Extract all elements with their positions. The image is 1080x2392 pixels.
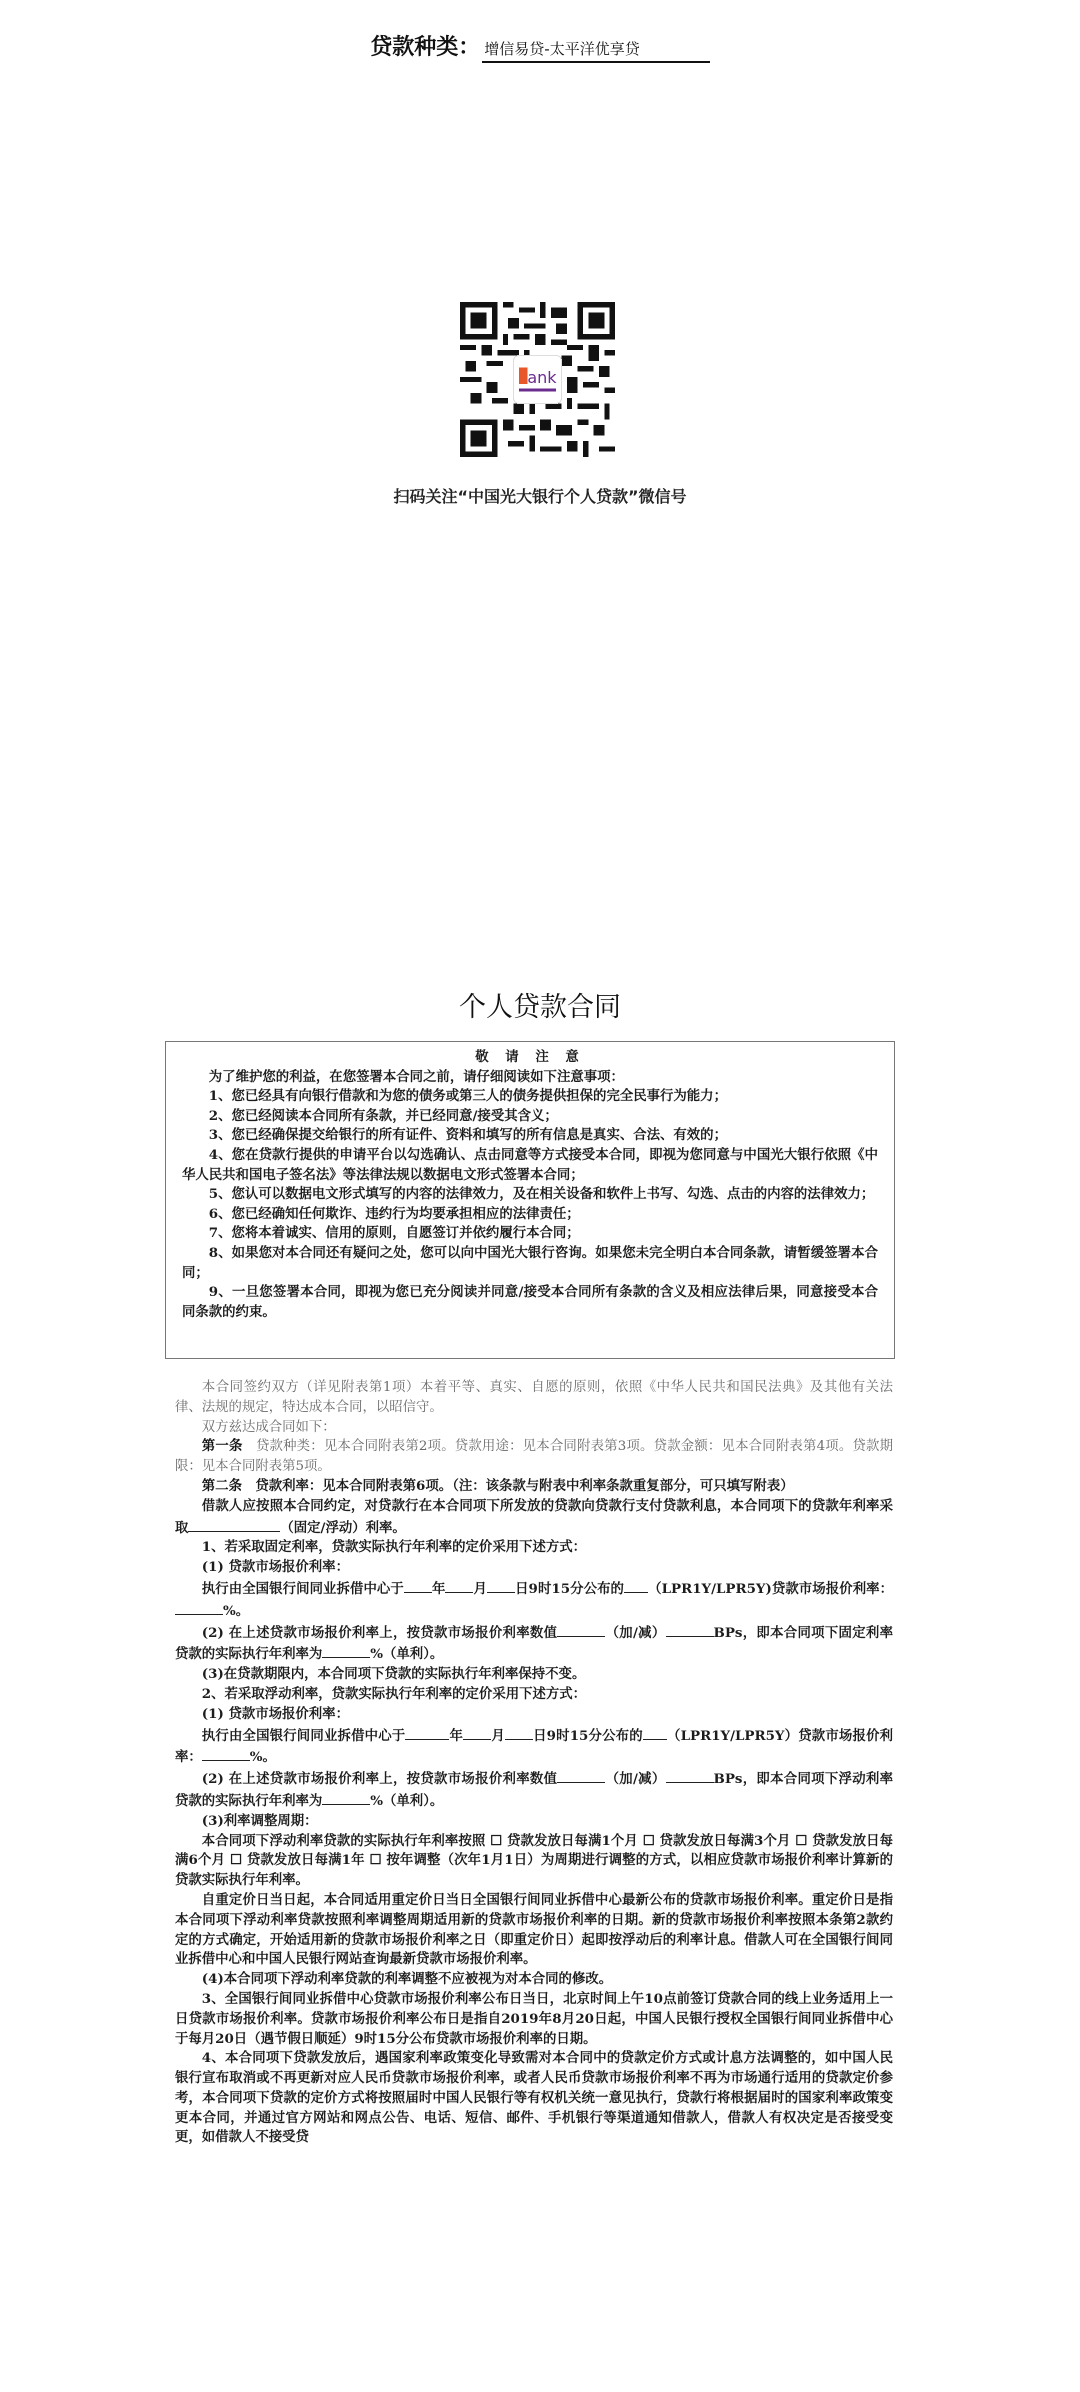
fixed-year-blank[interactable] (404, 1578, 432, 1593)
article-1 (175, 1437, 893, 1477)
floating-s1-text: 执行由全国银行间同业拆借中心于 (201, 1727, 406, 1744)
notice-item: 6、您已经确知任何欺诈、违约行为均要承担相应的法律责任； (208, 1205, 580, 1222)
fixed-spread-sign-blank[interactable] (557, 1622, 605, 1637)
year-label: 年 (449, 1727, 464, 1744)
fixed-month-blank[interactable] (445, 1578, 473, 1593)
checkbox-icon[interactable]: ☐ (642, 1832, 655, 1849)
notice-box (165, 1041, 895, 1359)
fixed-s2 (175, 1622, 893, 1666)
adjust-option: 贷款发放日每满1个月 (506, 1832, 638, 1849)
notice-item: 3、您已经确保提交给银行的所有证件、资料和填写的所有信息是真实、合法、有效的； (208, 1127, 727, 1144)
preamble: 本合同签约双方（详见附表第1项）本着平等、真实、自愿的原则，依照《中华人民共和国民法典》及其他有关法律、法规的规定，特达成本合同，以昭信守。 (175, 1380, 893, 1415)
adjust-option: 贷款发放日每满1年 (246, 1852, 365, 1869)
percent-label: %。 (223, 1602, 250, 1619)
adjust-option: 贷款发放日每满3个月 (659, 1832, 791, 1849)
agree-line: 双方兹达成合同如下： (201, 1419, 336, 1435)
floating-s3-title: (3)利率调整周期： (201, 1812, 318, 1829)
loan-type-label: 贷款种类： (370, 35, 481, 60)
simple-interest-label: %（单利）。 (370, 1646, 444, 1663)
fixed-rate-blank[interactable] (322, 1643, 370, 1658)
floating-s2 (175, 1768, 893, 1812)
notice-item: 2、您已经阅读本合同所有条款，并已经同意/接受其含义； (208, 1107, 558, 1124)
floating-bps-blank[interactable] (666, 1768, 714, 1783)
floating-s1-text-b: 日9时15分公布的 (532, 1727, 643, 1744)
floating-year-blank[interactable] (405, 1725, 449, 1740)
notice-item: 1、您已经具有向银行借款和为您的债务或第三人的债务提供担保的完全民事行为能力； (208, 1088, 727, 1105)
notice-title: 敬 请 注 意 (475, 1049, 585, 1065)
article-1-text: 贷款种类：见本合同附表第2项。贷款用途：见本合同附表第3项。贷款金额：见本合同附表第4项。贷款期限：见本合同附表第5项。 (175, 1439, 894, 1475)
floating-s3-tail: 为周期进行调整的方式，以相应贷款市场报价利率计算新的贷款实际执行年利率。 (175, 1852, 893, 1889)
plus-minus-label: （加/减） (605, 1624, 666, 1641)
adjust-option: 贷款发放日每满6个月 (175, 1832, 893, 1869)
notice-item: 9、一旦您签署本合同，即视为您已充分阅读并同意/接受本合同所有条款的含义及相应法律后果，同意接受本合同条款的约束。 (182, 1284, 878, 1320)
floating-day-blank[interactable] (505, 1725, 533, 1740)
percent-label: %。 (249, 1749, 276, 1766)
qr-caption: 扫码关注“中国光大银行个人贷款”微信号 (393, 487, 687, 506)
floating-spread-sign-blank[interactable] (557, 1768, 605, 1783)
adjust-option: 按年调整（次年1月1日） (386, 1852, 541, 1869)
notice-item: 7、您将本着诚实、信用的原则，自愿签订并依约履行本合同； (208, 1225, 580, 1242)
fixed-day-blank[interactable] (487, 1578, 515, 1593)
floating-s1-text-c: （LPR1Y/LPR5Y）贷款市场报价利率： (175, 1727, 894, 1766)
article-1-label: 第一条 (201, 1438, 243, 1455)
fixed-lpr-blank[interactable] (624, 1578, 648, 1593)
rate-intro-text: 借款人应按照本合同约定，对贷款行在本合同项下所发放的贷款向贷款行支付贷款利息，本合同项下的贷款年利率采取 (175, 1497, 893, 1536)
notice-item: 8、如果您对本合同还有疑问之处，您可以向中国光大银行咨询。如果您未完全明白本合同条款，请暂缓签署本合同； (182, 1244, 878, 1281)
floating-s3-intro: 本合同项下浮动利率贷款的实际执行年利率按照 (201, 1832, 486, 1849)
floating-heading: 2、若采取浮动利率，贷款实际执行年利率的定价采用下述方式： (201, 1685, 587, 1702)
fixed-s1-text-c: （LPR1Y/LPR5Y)贷款市场报价利率： (648, 1580, 894, 1597)
notice-item: 4、您在贷款行提供的申请平台以勾选确认、点击同意等方式接受本合同，即视为您同意与中国光大银行依照《中华人民共和国电子签名法》等法律法规以数据电文形式签署本合同； (182, 1146, 878, 1183)
article-2-label: 第二条 (201, 1477, 242, 1494)
fixed-s2-text: (2) 在上述贷款市场报价利率上，按贷款市场报价利率数值 (201, 1624, 558, 1641)
svg-text:ank: ank (527, 368, 557, 388)
rate-intro-tail: （固定/浮动）利率。 (280, 1519, 406, 1536)
floating-month-blank[interactable] (463, 1725, 491, 1740)
reprice-paragraph: 自重定价日当日起，本合同适用重定价日当日全国银行间同业拆借中心最新公布的贷款市场报价利率。重定价日是指本合同项下浮动利率贷款按照利率调整周期适用新的贷款市场报价利率的日期。新的贷款市场报价利率按照本条第2款约定的方式确定，开始适用新的贷款市场报价利率之日（即重定价日）起即按浮动后的利率计息。借款人可在全国银行间同业拆借中心和中国人民银行网站查询最新贷款市场报价利率。 (175, 1891, 893, 1968)
checkbox-icon[interactable]: ☐ (490, 1832, 503, 1849)
loan-type-header (0, 30, 1080, 63)
month-label: 月 (473, 1580, 487, 1597)
floating-rate-blank[interactable] (322, 1790, 370, 1805)
fixed-heading: 1、若采取固定利率，贷款实际执行年利率的定价采用下述方式： (201, 1539, 587, 1556)
notice-intro: 为了维护您的利益，在您签署本合同之前，请仔细阅读如下注意事项： (208, 1068, 624, 1085)
clause-4: 4、本合同项下贷款发放后，遇国家利率政策变化导致需对本合同中的贷款定价方式或计息方法调整的，如中国人民银行宣布取消或不再更新对应人民币贷款市场报价利率，或者人民币贷款市场报价利率不再为市场通行适用的贷款定价参考，本合同项下贷款的定价方式将按照届时中国人民银行等有权机关统一意见执行，贷款行将根据届时的国家利率政策变更本合同，并通过官方网站和网点公告、电话、短信、邮件、手机银行等渠道通知借款人，借款人有权决定是否接受变更，如借款人不接受贷 (175, 2050, 893, 2146)
floating-lpr-rate-blank[interactable] (202, 1746, 250, 1761)
notice-item: 5、您认可以数据电文形式填写的内容的法律效力，及在相关设备和软件上书写、勾选、点击的内容的法律效力； (208, 1186, 875, 1203)
clause-3: 3、全国银行间同业拆借中心贷款市场报价利率公布日当日，北京时间上午10点前签订贷款合同的线上业务适用上一日贷款市场报价利率。贷款市场报价利率公布日是指自2019年8月20日起，中国人民银行授权全国银行间同业拆借中心于每月20日（遇节假日顺延）9时15分公布贷款市场报价利率的日期。 (175, 1990, 893, 2047)
contract-body (175, 1378, 893, 2148)
fixed-s1 (175, 1578, 893, 1622)
article-2 (175, 1477, 893, 1497)
rate-intro (175, 1497, 893, 1539)
qr-code-icon (460, 302, 615, 457)
floating-s4: (4)本合同项下浮动利率贷款的利率调整不应被视为对本合同的修改。 (201, 1971, 613, 1988)
page-title: 个人贷款合同 (459, 992, 621, 1023)
fixed-s1-title: (1) 贷款市场报价利率： (201, 1559, 349, 1576)
plus-minus-label: （加/减） (605, 1771, 666, 1788)
floating-lpr-blank[interactable] (643, 1725, 667, 1740)
fixed-s3: (3)在贷款期限内，本合同项下贷款的实际执行年利率保持不变。 (201, 1666, 586, 1683)
checkbox-icon[interactable]: ☐ (795, 1832, 808, 1849)
rate-type-blank[interactable] (188, 1517, 280, 1532)
month-label: 月 (491, 1727, 505, 1744)
qr-code-graphic (460, 302, 615, 457)
fixed-s1-text: 执行由全国银行间同业拆借中心于 (201, 1580, 404, 1597)
floating-s1-title: (1) 贷款市场报价利率： (201, 1705, 349, 1722)
floating-s1 (175, 1725, 893, 1769)
checkbox-icon[interactable]: ☐ (229, 1852, 242, 1869)
year-label: 年 (431, 1580, 446, 1597)
checkbox-icon[interactable]: ☐ (369, 1852, 382, 1869)
floating-s2-text: (2) 在上述贷款市场报价利率上，按贷款市场报价利率数值 (201, 1771, 558, 1788)
floating-s2-text-c: BPs，即本合同项下浮动利率贷款的实际执行年利率为 (175, 1771, 894, 1809)
fixed-s2-text-c: BPs，即本合同项下固定利率贷款的实际执行年利率为 (175, 1624, 894, 1663)
loan-type-value: 增信易贷-太平洋优享贷 (482, 38, 709, 63)
fixed-lpr-rate-blank[interactable] (175, 1600, 223, 1615)
article-2-text: 贷款利率：见本合同附表第6项。（注：该条款与附表中利率条款重复部分，可只填写附表） (255, 1477, 794, 1494)
fixed-s1-text-b: 日9时15分公布的 (515, 1580, 625, 1597)
fixed-bps-blank[interactable] (666, 1622, 714, 1637)
floating-s3 (175, 1832, 893, 1891)
simple-interest-label: %（单利）。 (370, 1792, 444, 1809)
